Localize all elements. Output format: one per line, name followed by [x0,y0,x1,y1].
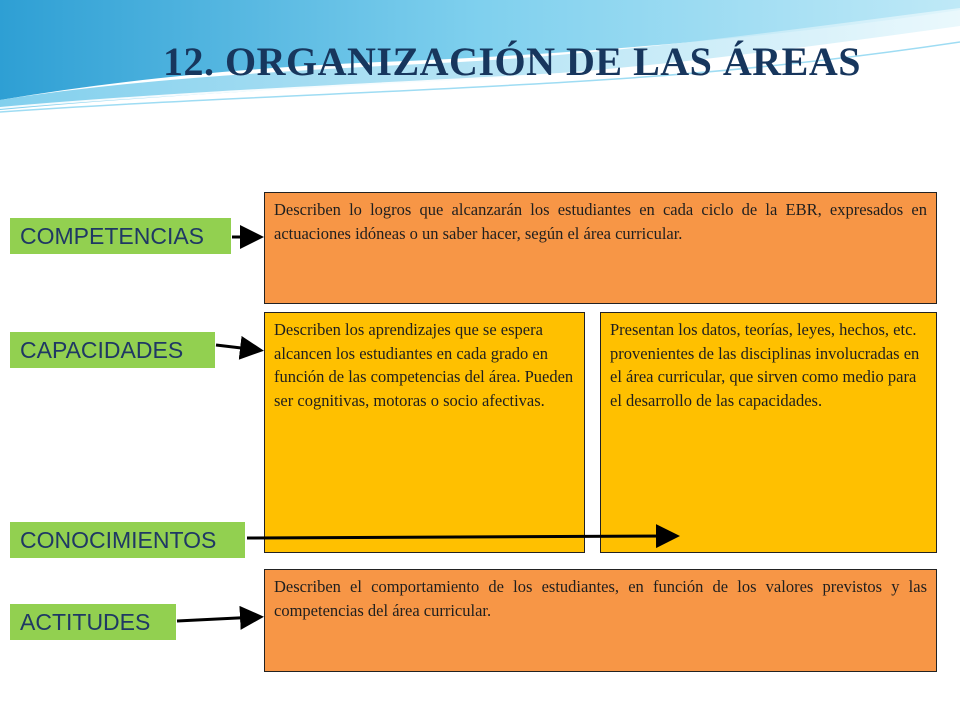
conocimientos-description-box: Presentan los datos, teorías, leyes, hechos, etc. provenientes de las disciplinas involucradas en el área curricular, que sirven como medio para el desarrollo de las capacidades. [600,312,937,553]
capacidades-description-box: Describen los aprendizajes que se espera alcancen los estudiantes en cada grado en función de las competencias del área. Pueden ser cognitivas, motoras o socio afectivas. [264,312,585,553]
label-capacidades: CAPACIDADES [10,332,215,368]
label-actitudes: ACTITUDES [10,604,176,640]
label-conocimientos: CONOCIMIENTOS [10,522,245,558]
arrow-capacidades [216,345,258,350]
label-competencias: COMPETENCIAS [10,218,231,254]
arrow-actitudes [177,617,258,621]
competencias-description-box: Describen lo logros que alcanzarán los estudiantes en cada ciclo de la EBR, expresados en actuaciones idóneas o un saber hacer, según el área curricular. [264,192,937,304]
actitudes-description-box: Describen el comportamiento de los estudiantes, en función de los valores previstos y las competencias del área curricular. [264,569,937,672]
page-title: 12. ORGANIZACIÓN DE LAS ÁREAS [163,39,861,84]
